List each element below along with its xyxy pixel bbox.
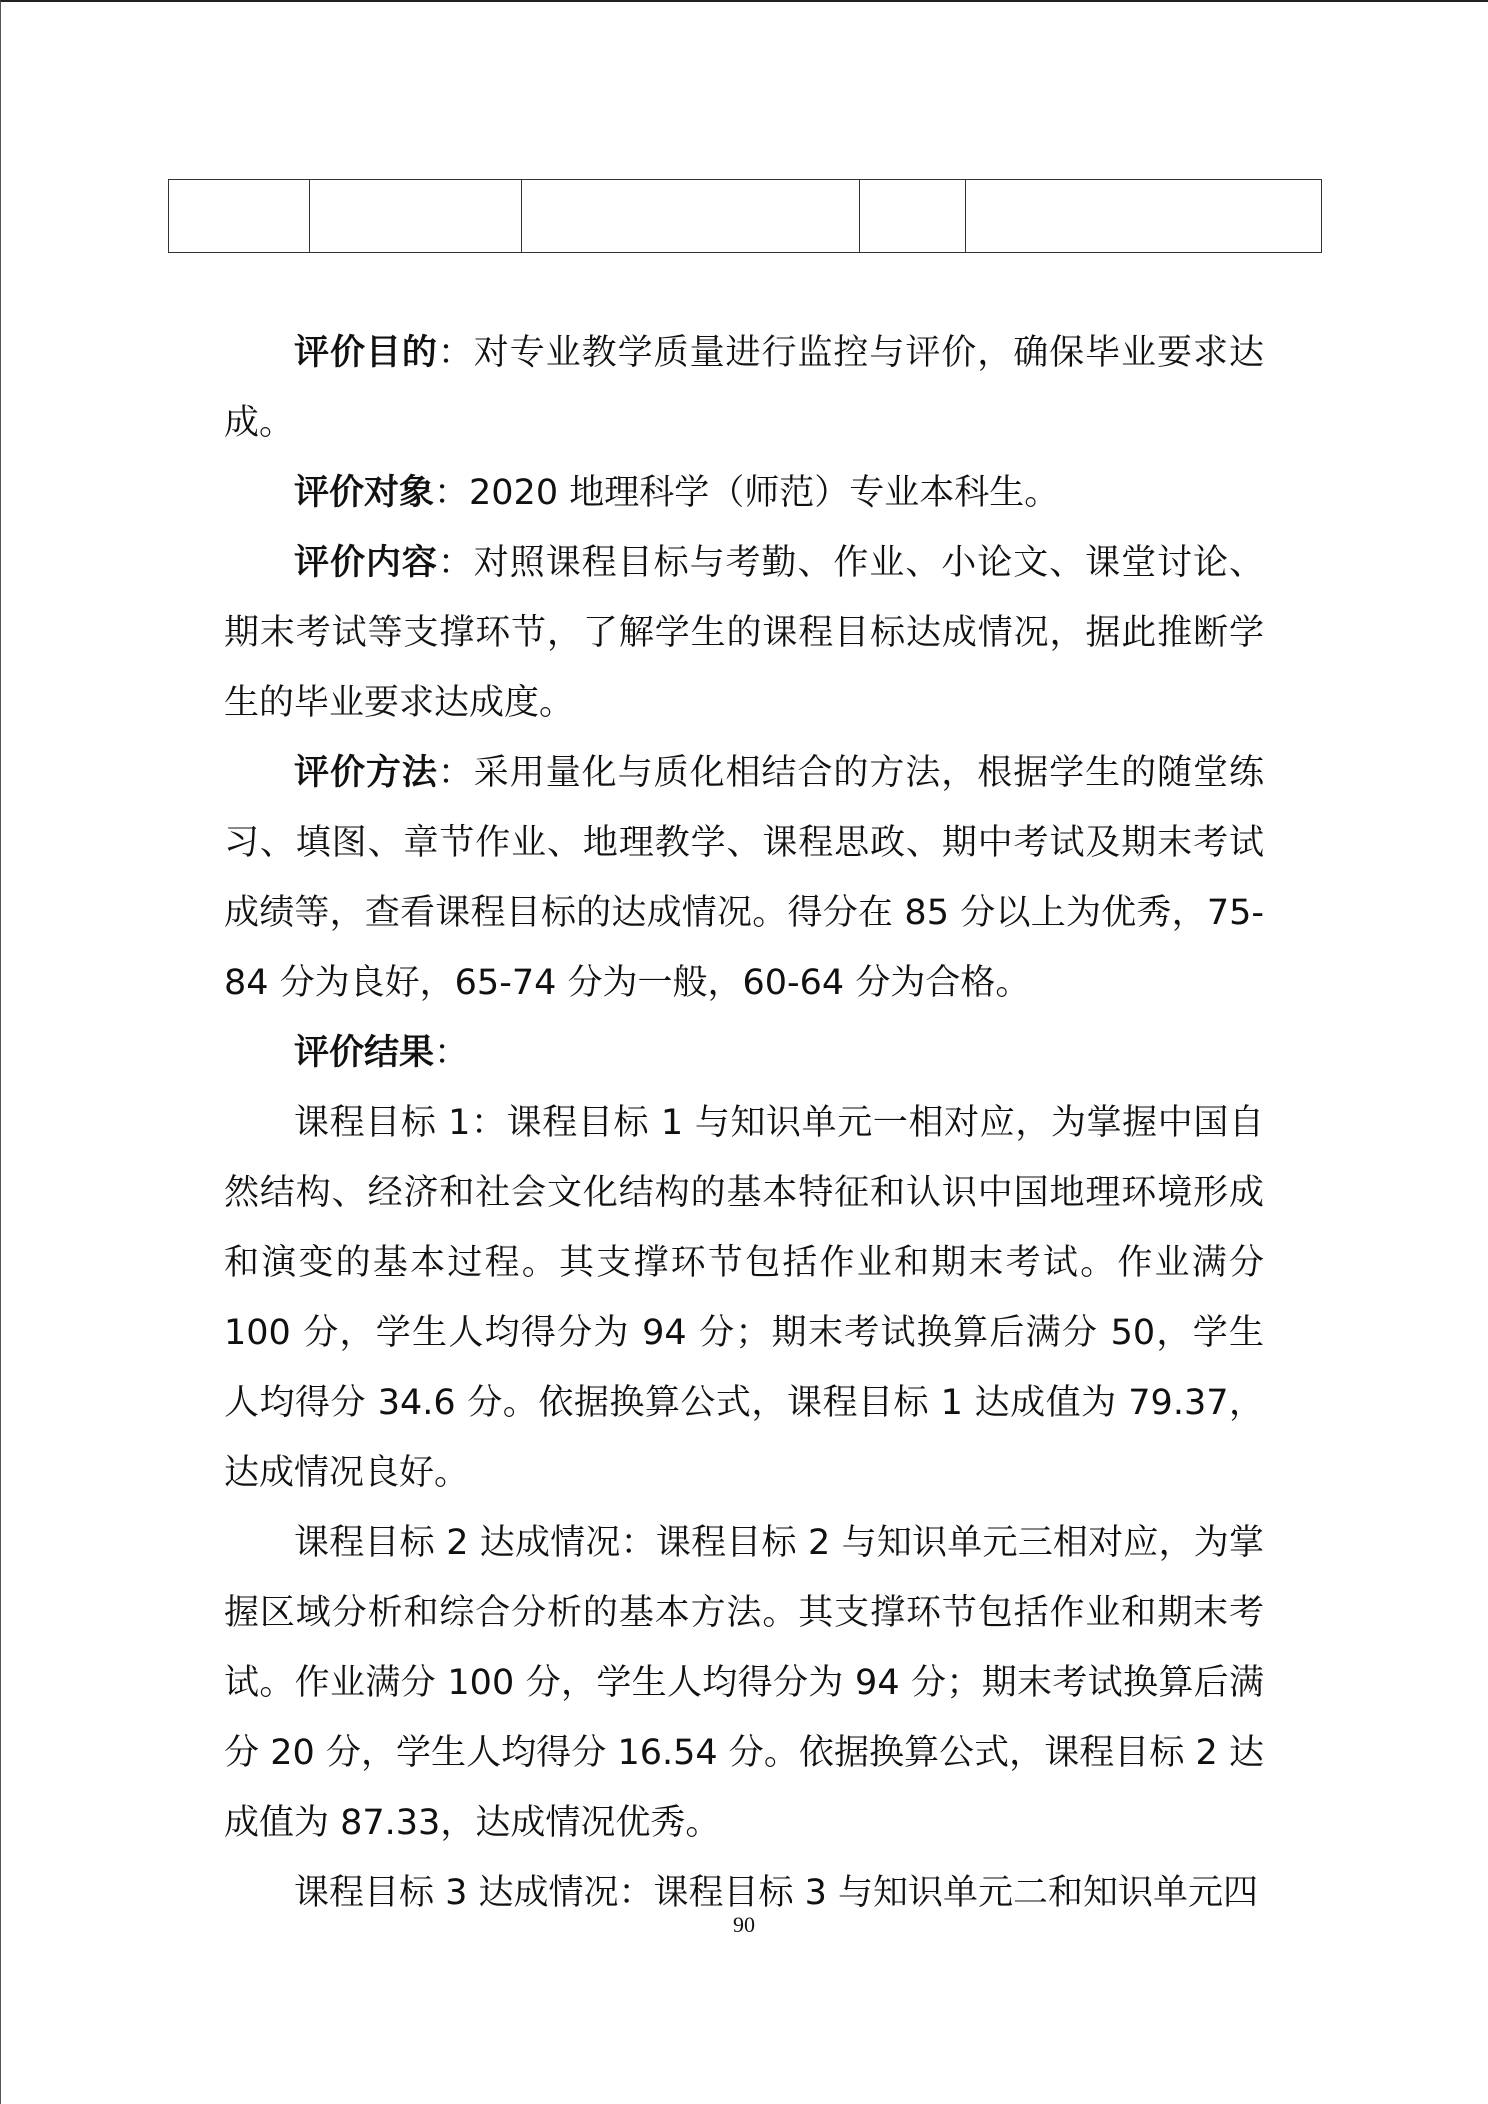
document-body — [224, 318, 1264, 1928]
paragraph-course-goal-2 — [224, 1508, 1264, 1858]
page-number: 90 — [733, 1912, 755, 1937]
paragraph-text: 课程目标 1：课程目标 1 与知识单元一相对应，为掌握中国自然结构、经济和社会文化结构的基本特征和认识中国地理环境形成和演变的基本过程。其支撑环节包括作业和期末考试。作业满分 100 分，学生人均得分为 94 分；期末考试换算后满分 50，学生人均得分 34.6 分。依据换算公式，课程目标 1 达成值为 79.37，达成情况良好。 — [224, 1103, 1264, 1493]
paragraph-course-goal-1 — [224, 1088, 1264, 1508]
paragraph-text: 课程目标 3 达成情况：课程目标 3 与知识单元二和知识单元四 — [294, 1873, 1259, 1913]
paragraph-evaluation-result — [224, 1018, 1264, 1088]
table-row — [169, 180, 1322, 253]
paragraph-text: ：对专业教学质量进行监控与评价，确保毕业要求达成。 — [224, 333, 1264, 443]
paragraph-text: 课程目标 2 达成情况：课程目标 2 与知识单元三相对应，为掌握区域分析和综合分析的基本方法。其支撑环节包括作业和期末考试。作业满分 100 分，学生人均得分为 94 分；期末考试换算后满分 20 分，学生人均得分 16.54 分。依据换算公式，课程目标 2 达成值为 87.33，达成情况优秀。 — [224, 1523, 1264, 1843]
table-cell — [522, 180, 860, 253]
paragraph-evaluation-purpose — [224, 318, 1264, 458]
paragraph-lead: 评价内容 — [294, 543, 438, 583]
table-cell — [966, 180, 1322, 253]
paragraph-evaluation-method — [224, 738, 1264, 1018]
paragraph-text: ：对照课程目标与考勤、作业、小论文、课堂讨论、期末考试等支撑环节，了解学生的课程目标达成情况，据此推断学生的毕业要求达成度。 — [224, 543, 1264, 723]
paragraph-evaluation-content — [224, 528, 1264, 738]
paragraph-lead: 评价结果 — [294, 1033, 435, 1073]
table-cell — [860, 180, 966, 253]
paragraph-evaluation-target — [224, 458, 1264, 528]
paragraph-text: ： — [434, 1033, 470, 1073]
table-cell — [310, 180, 522, 253]
paragraph-lead: 评价对象 — [294, 473, 435, 513]
empty-table — [168, 179, 1322, 253]
paragraph-text: ：采用量化与质化相结合的方法，根据学生的随堂练习、填图、章节作业、地理教学、课程思政、期中考试及期末考试成绩等，查看课程目标的达成情况。得分在 85 分以上为优秀，75-84 分为良好，65-74 分为一般，60-64 分为合格。 — [224, 753, 1264, 1003]
table-cell — [169, 180, 310, 253]
paragraph-lead: 评价方法 — [294, 753, 438, 793]
paragraph-text: ：2020 地理科学（师范）专业本科生。 — [434, 473, 1060, 513]
paragraph-lead: 评价目的 — [294, 333, 438, 373]
